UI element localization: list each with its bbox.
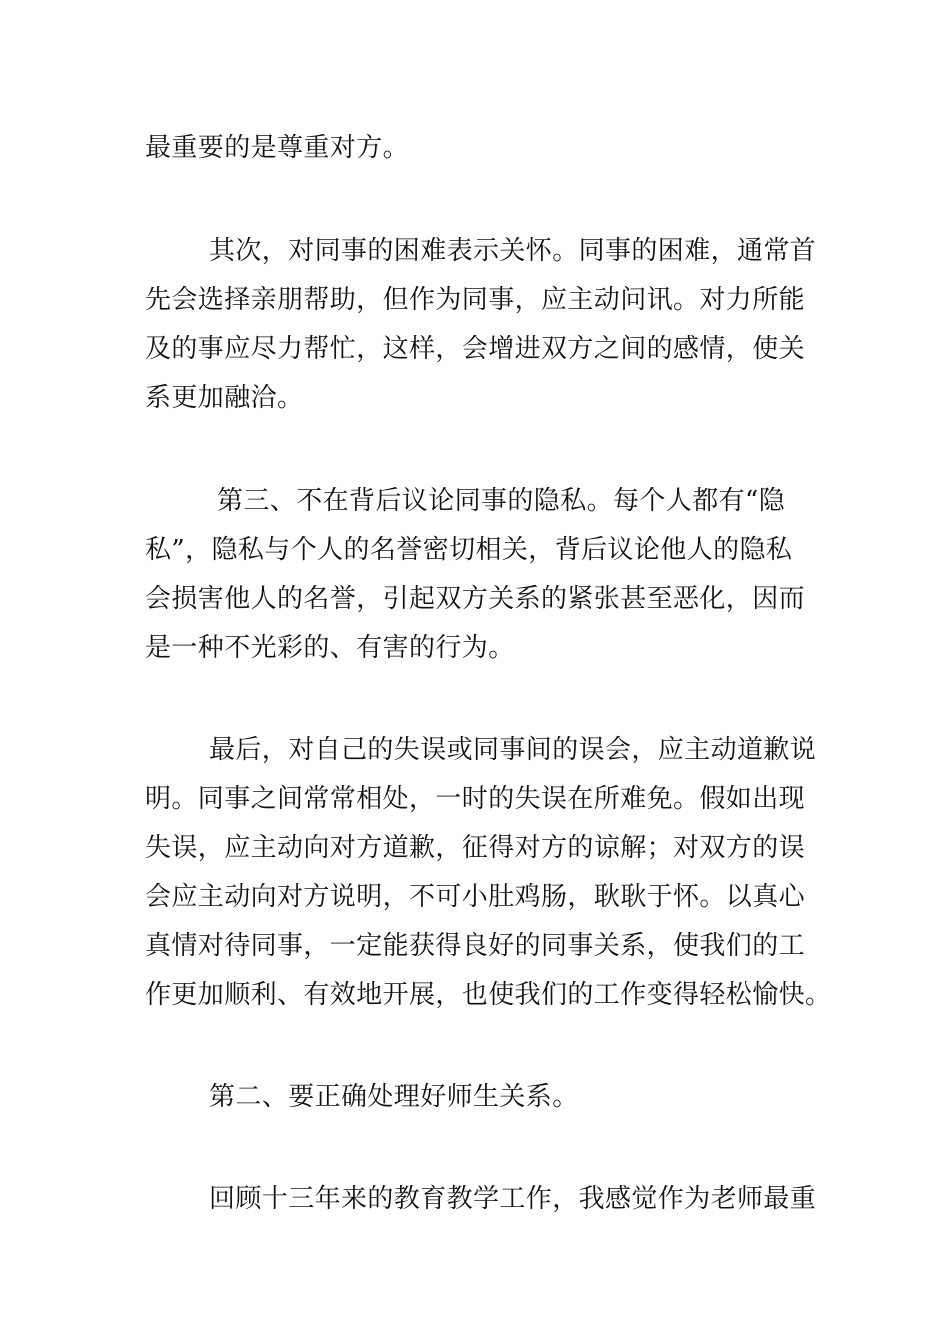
text-line: 第二、要正确处理好师生关系。 bbox=[209, 1082, 579, 1112]
text-line: 系更加融洽。 bbox=[145, 383, 304, 413]
text-line: 会损害他人的名誉，引起双方关系的紧张甚至恶化，因而 bbox=[145, 584, 806, 614]
text-line: 是一种不光彩的、有害的行为。 bbox=[145, 633, 515, 663]
text-line: 明。同事之间常常相处，一时的失误在所难免。假如出现 bbox=[145, 784, 806, 814]
text-line: 第三、不在背后议论同事的隐私。每个人都有“隐 bbox=[217, 486, 786, 516]
text-line: 回顾十三年来的教育教学工作，我感觉作为老师最重 bbox=[209, 1184, 817, 1214]
text-line: 其次，对同事的困难表示关怀。同事的困难，通常首 bbox=[209, 236, 817, 266]
text-line: 失误，应主动向对方道歉，征得对方的谅解；对双方的误 bbox=[145, 833, 806, 863]
text-line: 先会选择亲朋帮助，但作为同事，应主动问讯。对力所能 bbox=[145, 285, 806, 315]
text-line: 会应主动向对方说明，不可小肚鸡肠，耿耿于怀。以真心 bbox=[145, 882, 806, 912]
text-line: 最后，对自己的失误或同事间的误会，应主动道歉说 bbox=[209, 735, 817, 765]
text-line: 真情对待同事，一定能获得良好的同事关系，使我们的工 bbox=[145, 931, 806, 961]
text-line: 作更加顺利、有效地开展，也使我们的工作变得轻松愉快。 bbox=[145, 980, 832, 1010]
text-line: 及的事应尽力帮忙，这样，会增进双方之间的感情，使关 bbox=[145, 334, 806, 364]
text-line: 最重要的是尊重对方。 bbox=[145, 133, 410, 163]
text-line: 私”，隐私与个人的名誉密切相关，背后议论他人的隐私 bbox=[145, 535, 793, 565]
